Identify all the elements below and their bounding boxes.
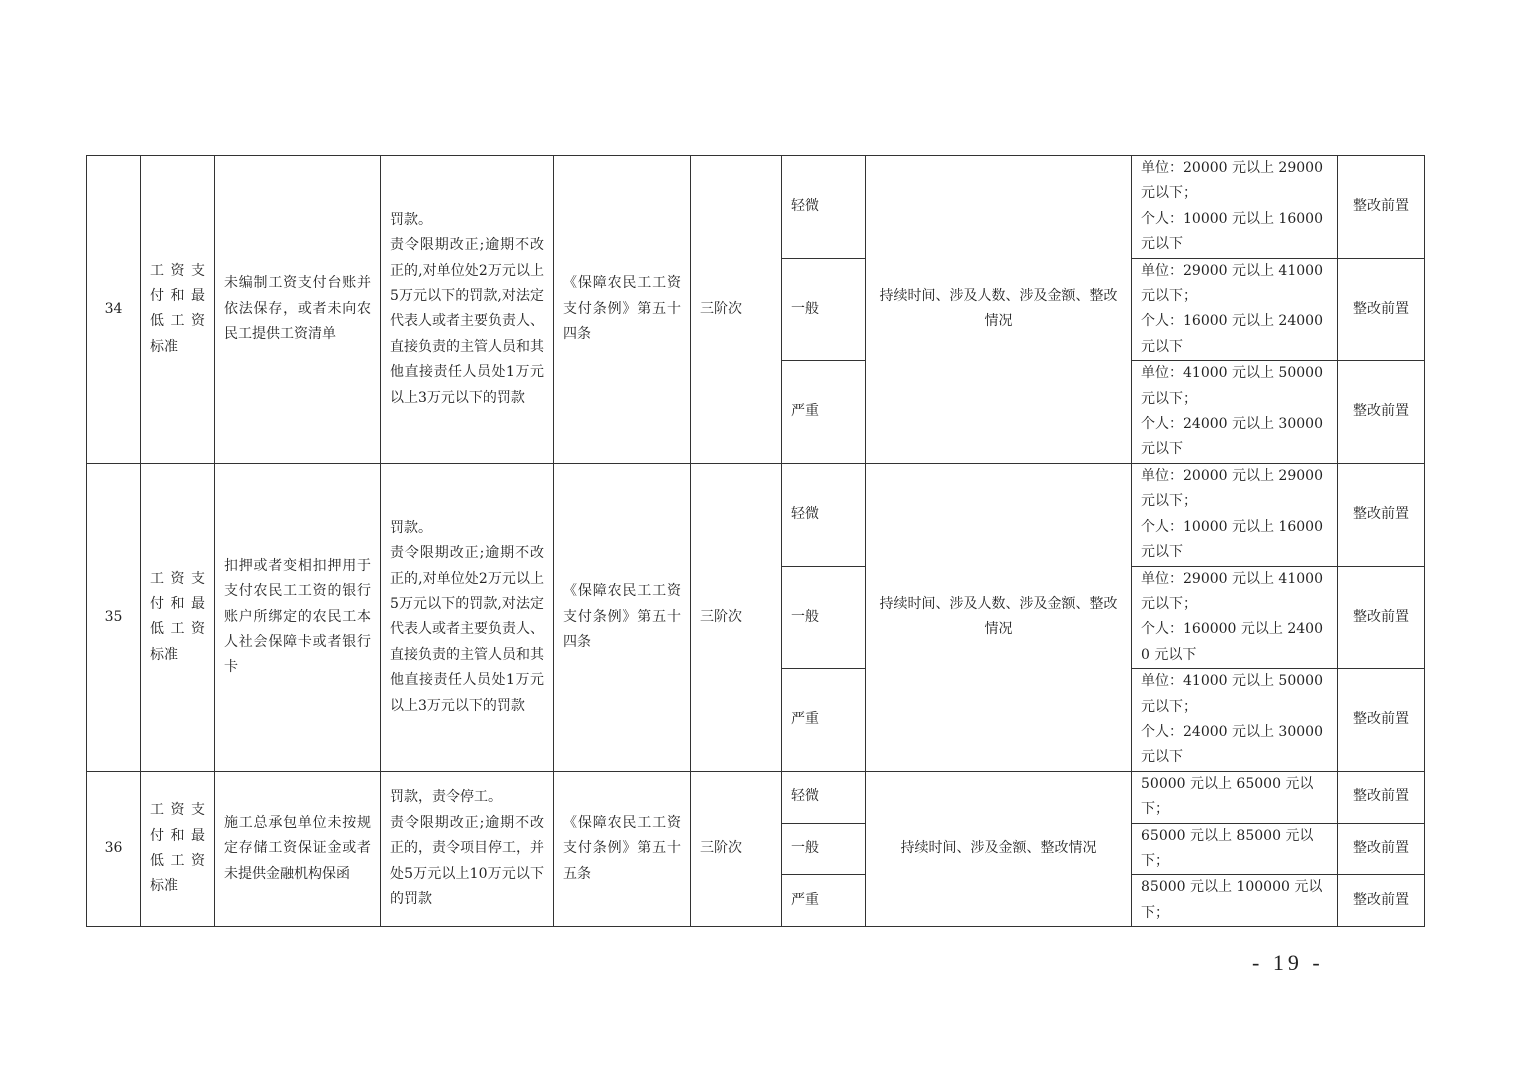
- page-number: - 19 -: [1252, 950, 1324, 975]
- amount-standard-cell: 85000 元以上 100000 元以下；: [1132, 875, 1338, 927]
- level-cell: 一般: [782, 823, 866, 875]
- level-cell: 一般: [782, 566, 866, 669]
- amount-standard-cell: 单位：20000 元以上 29000 元以下； 个人：10000 元以上 16000 元以下: [1132, 463, 1338, 566]
- level-cell: 严重: [782, 669, 866, 772]
- penalty-standards-table: [86, 155, 1425, 927]
- item-number: 35: [87, 463, 141, 771]
- amount-standard-cell: 单位：41000 元以上 50000 元以下； 个人：24000 元以上 30000 元以下: [1132, 361, 1338, 464]
- factors-cell: 持续时间、涉及人数、涉及金额、整改情况: [866, 156, 1132, 464]
- level-cell: 轻微: [782, 156, 866, 259]
- violation-cell: 施工总承包单位未按规定存储工资保证金或者未提供金融机构保函: [215, 771, 381, 926]
- category-cell: 工资支付和最低工资标准: [141, 156, 215, 464]
- item-number: 34: [87, 156, 141, 464]
- table-row: [87, 771, 1425, 823]
- amount-standard-cell: 单位：29000 元以上 41000 元以下； 个人：16000 元以上 24000 元以下: [1132, 258, 1338, 361]
- note-cell: 整改前置: [1338, 258, 1425, 361]
- amount-standard-cell: 单位：41000 元以上 50000 元以下； 个人：24000 元以上 30000 元以下: [1132, 669, 1338, 772]
- level-cell: 轻微: [782, 771, 866, 823]
- tiers-cell: 三阶次: [691, 771, 782, 926]
- amount-standard-cell: 单位：20000 元以上 29000 元以下； 个人：10000 元以上 16000 元以下: [1132, 156, 1338, 259]
- tiers-cell: 三阶次: [691, 156, 782, 464]
- penalty-cell: 罚款。 责令限期改正;逾期不改正的,对单位处2万元以上5万元以下的罚款,对法定代表人或者主要负责人、直接负责的主管人员和其他直接责任人员处1万元以上3万元以下的罚款: [381, 156, 554, 464]
- violation-cell: 未编制工资支付台账并依法保存，或者未向农民工提供工资清单: [215, 156, 381, 464]
- tiers-cell: 三阶次: [691, 463, 782, 771]
- penalty-cell: 罚款，责令停工。 责令限期改正;逾期不改正的，责令项目停工，并处5万元以上10万元以下的罚款: [381, 771, 554, 926]
- note-cell: 整改前置: [1338, 463, 1425, 566]
- note-cell: 整改前置: [1338, 771, 1425, 823]
- amount-standard-cell: 单位：29000 元以上 41000 元以下； 个人：160000 元以上 24000 元以下: [1132, 566, 1338, 669]
- legal-basis-cell: 《保障农民工工资支付条例》第五十四条: [554, 156, 691, 464]
- category-cell: 工资支付和最低工资标准: [141, 771, 215, 926]
- table-row: [87, 463, 1425, 566]
- level-cell: 严重: [782, 875, 866, 927]
- category-cell: 工资支付和最低工资标准: [141, 463, 215, 771]
- note-cell: 整改前置: [1338, 669, 1425, 772]
- item-number: 36: [87, 771, 141, 926]
- note-cell: 整改前置: [1338, 823, 1425, 875]
- note-cell: 整改前置: [1338, 875, 1425, 927]
- legal-basis-cell: 《保障农民工工资支付条例》第五十四条: [554, 463, 691, 771]
- violation-cell: 扣押或者变相扣押用于支付农民工工资的银行账户所绑定的农民工本人社会保障卡或者银行卡: [215, 463, 381, 771]
- level-cell: 严重: [782, 361, 866, 464]
- note-cell: 整改前置: [1338, 566, 1425, 669]
- legal-basis-cell: 《保障农民工工资支付条例》第五十五条: [554, 771, 691, 926]
- note-cell: 整改前置: [1338, 361, 1425, 464]
- penalty-cell: 罚款。 责令限期改正;逾期不改正的,对单位处2万元以上5万元以下的罚款,对法定代表人或者主要负责人、直接负责的主管人员和其他直接责任人员处1万元以上3万元以下的罚款: [381, 463, 554, 771]
- level-cell: 一般: [782, 258, 866, 361]
- amount-standard-cell: 50000 元以上 65000 元以下；: [1132, 771, 1338, 823]
- factors-cell: 持续时间、涉及金额、整改情况: [866, 771, 1132, 926]
- amount-standard-cell: 65000 元以上 85000 元以下；: [1132, 823, 1338, 875]
- note-cell: 整改前置: [1338, 156, 1425, 259]
- factors-cell: 持续时间、涉及人数、涉及金额、整改情况: [866, 463, 1132, 771]
- table-row: [87, 156, 1425, 259]
- level-cell: 轻微: [782, 463, 866, 566]
